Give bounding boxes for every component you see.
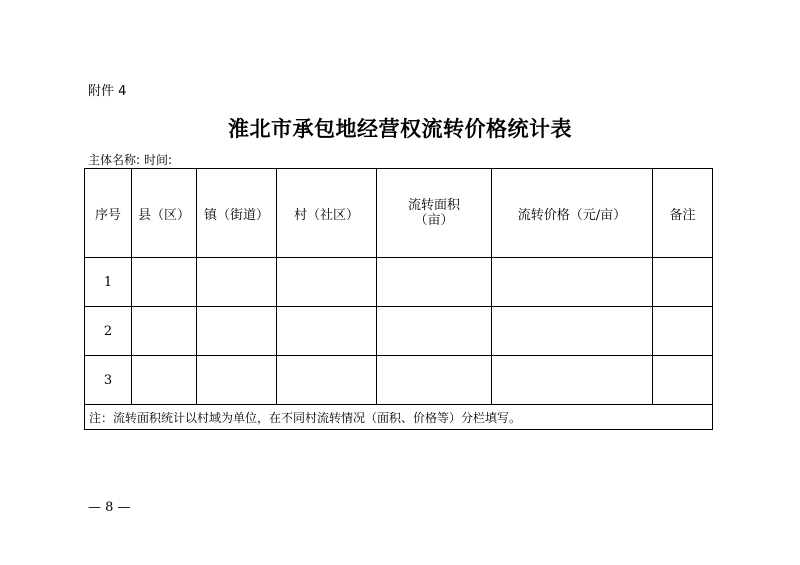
cell-area[interactable] — [377, 356, 492, 405]
cell-price[interactable] — [492, 356, 653, 405]
table-row — [85, 258, 713, 307]
cell-county[interactable] — [132, 356, 197, 405]
time-label: 时间: — [144, 153, 173, 167]
cell-village[interactable] — [277, 356, 377, 405]
cell-remark[interactable] — [653, 356, 713, 405]
header-town: 镇（街道） — [197, 169, 277, 258]
page-title: 淮北市承包地经营权流转价格统计表 — [228, 116, 572, 141]
cell-town[interactable] — [197, 356, 277, 405]
cell-area[interactable] — [377, 307, 492, 356]
table-row — [85, 356, 713, 405]
table-note: 注：流转面积统计以村域为单位，在不同村流转情况（面积、价格等）分栏填写。 — [85, 405, 713, 430]
cell-town[interactable] — [197, 307, 277, 356]
header-seq: 序号 — [85, 169, 132, 258]
subject-line — [88, 151, 172, 168]
header-price: 流转价格（元/亩） — [492, 169, 653, 258]
cell-village[interactable] — [277, 307, 377, 356]
cell-county[interactable] — [132, 258, 197, 307]
header-area-line1: 流转面积 — [407, 198, 460, 213]
header-village: 村（社区） — [277, 169, 377, 258]
cell-remark[interactable] — [653, 258, 713, 307]
cell-price[interactable] — [492, 258, 653, 307]
table-row — [85, 307, 713, 356]
cell-county[interactable] — [132, 307, 197, 356]
subject-name-label: 主体名称: — [88, 153, 141, 167]
cell-remark[interactable] — [653, 307, 713, 356]
statistics-table — [84, 168, 713, 430]
cell-seq: 2 — [85, 307, 132, 356]
cell-seq: 1 — [85, 258, 132, 307]
table-header-row — [85, 169, 713, 258]
cell-price[interactable] — [492, 307, 653, 356]
cell-seq: 3 — [85, 356, 132, 405]
attachment-label: 附件 4 — [88, 84, 127, 99]
cell-village[interactable] — [277, 258, 377, 307]
cell-town[interactable] — [197, 258, 277, 307]
header-remark: 备注 — [653, 169, 713, 258]
table-note-row — [85, 405, 713, 430]
header-area — [377, 169, 492, 258]
page-number: — 8 — — [88, 500, 131, 515]
cell-area[interactable] — [377, 258, 492, 307]
header-area-line2: （亩） — [414, 213, 454, 228]
header-county: 县（区） — [132, 169, 197, 258]
